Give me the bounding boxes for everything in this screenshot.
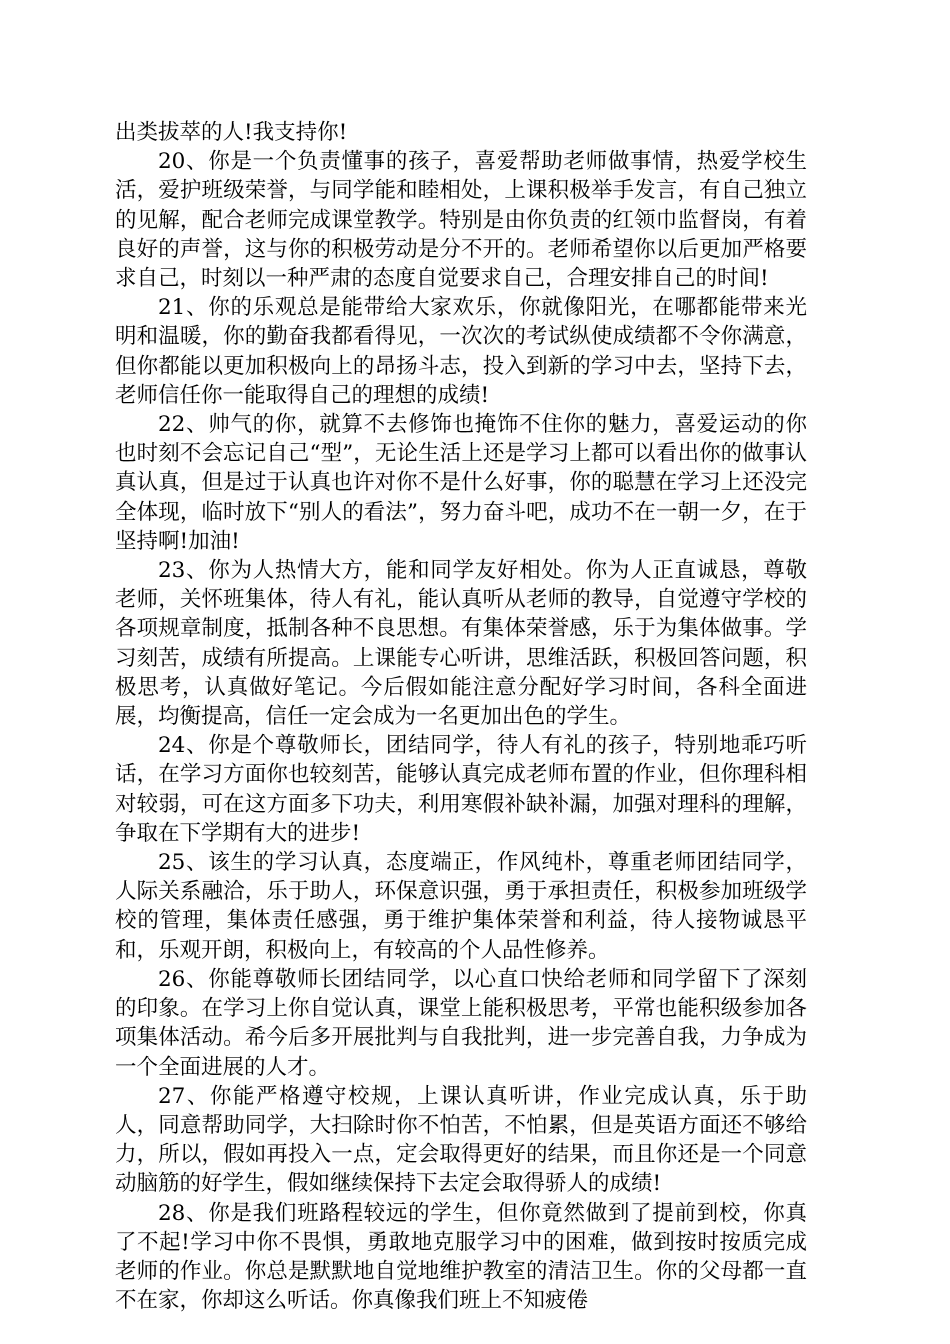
paragraph-27: 27、你能严格遵守校规，上课认真听讲，作业完成认真，乐于助人，同意帮助同学，大扫除时你不怕苦，不怕累，但是英语方面还不够给力，所以，假如再投入一点，定会取得更好的结果，而且你还是一个同意动脑筋的好学生，假如继续保持下去定会取得骄人的成绩! xyxy=(115,1083,807,1197)
paragraph-28: 28、你是我们班路程较远的学生，但你竟然做到了提前到校，你真了不起!学习中你不畏惧，勇敢地克服学习中的困难，做到按时按质完成老师的作业。你总是默默地自觉地维护教室的清洁卫生。你的父母都一直不在家，你却这么听话。你真像我们班上不知疲倦 xyxy=(115,1200,807,1314)
paragraph-24: 24、你是个尊敬师长，团结同学，待人有礼的孩子，特别地乖巧听话，在学习方面你也较刻苦，能够认真完成老师布置的作业，但你理科相对较弱，可在这方面多下功夫，利用寒假补缺补漏，加强对理科的理解，争取在下学期有大的进步! xyxy=(115,733,807,846)
paragraph-20: 20、你是一个负责懂事的孩子，喜爱帮助老师做事情，热爱学校生活，爱护班级荣誉，与同学能和睦相处，上课积极举手发言，有自己独立的见解，配合老师完成课堂教学。特别是由你负责的红领巾监督岗，有着良好的声誉，这与你的积极劳动是分不开的。老师希望你以后更加严格要求自己，时刻以一种严肃的态度自觉要求自己，合理安排自己的时间! xyxy=(115,149,807,292)
paragraph-19-tail: 出类拔萃的人!我支持你! xyxy=(115,120,348,145)
paragraph-26: 26、你能尊敬师长团结同学，以心直口快给老师和同学留下了深刻的印象。在学习上你自觉认真，课堂上能积极思考，平常也能积级参加各项集体活动。希今后多开展批判与自我批判，进一步完善自我，力争成为一个全面进展的人才。 xyxy=(115,966,807,1080)
document-page xyxy=(115,118,807,1315)
paragraph-23: 23、你为人热情大方，能和同学友好相处。你为人正直诚恳，尊敬老师，关怀班集体，待人有礼，能认真听从老师的教导，自觉遵守学校的各项规章制度，抵制各种不良思想。有集体荣誉感，乐于为集体做事。学习刻苦，成绩有所提高。上课能专心听讲，思维活跃，积极回答问题，积极思考，认真做好笔记。今后假如能注意分配好学习时间，各科全面进展，均衡提高，信任一定会成为一名更加出色的学生。 xyxy=(115,558,807,730)
paragraph-21: 21、你的乐观总是能带给大家欢乐，你就像阳光，在哪都能带来光明和温暖，你的勤奋我都看得见，一次次的考试纵使成绩都不令你满意，但你都能以更加积极向上的昂扬斗志，投入到新的学习中去，坚持下去，老师信任你一能取得自己的理想的成绩! xyxy=(115,295,807,408)
paragraph-25: 25、该生的学习认真，态度端正，作风纯朴，尊重老师团结同学，人际关系融洽，乐于助人，环保意识强，勇于承担责任，积极参加班级学校的管理，集体责任感强，勇于维护集体荣誉和利益，待人接物诚恳平和，乐观开朗，积极向上，有较高的个人品性修养。 xyxy=(115,850,807,963)
paragraph-22: 22、帅气的你，就算不去修饰也掩饰不住你的魅力，喜爱运动的你也时刻不会忘记自己“型”，无论生活上还是学习上都可以看出你的做事认真认真，但是过于认真也许对你不是什么好事，你的聪慧在学习上还没完全体现，临时放下“别人的看法”，努力奋斗吧，成功不在一朝一夕，在于坚持啊!加油! xyxy=(115,412,807,554)
